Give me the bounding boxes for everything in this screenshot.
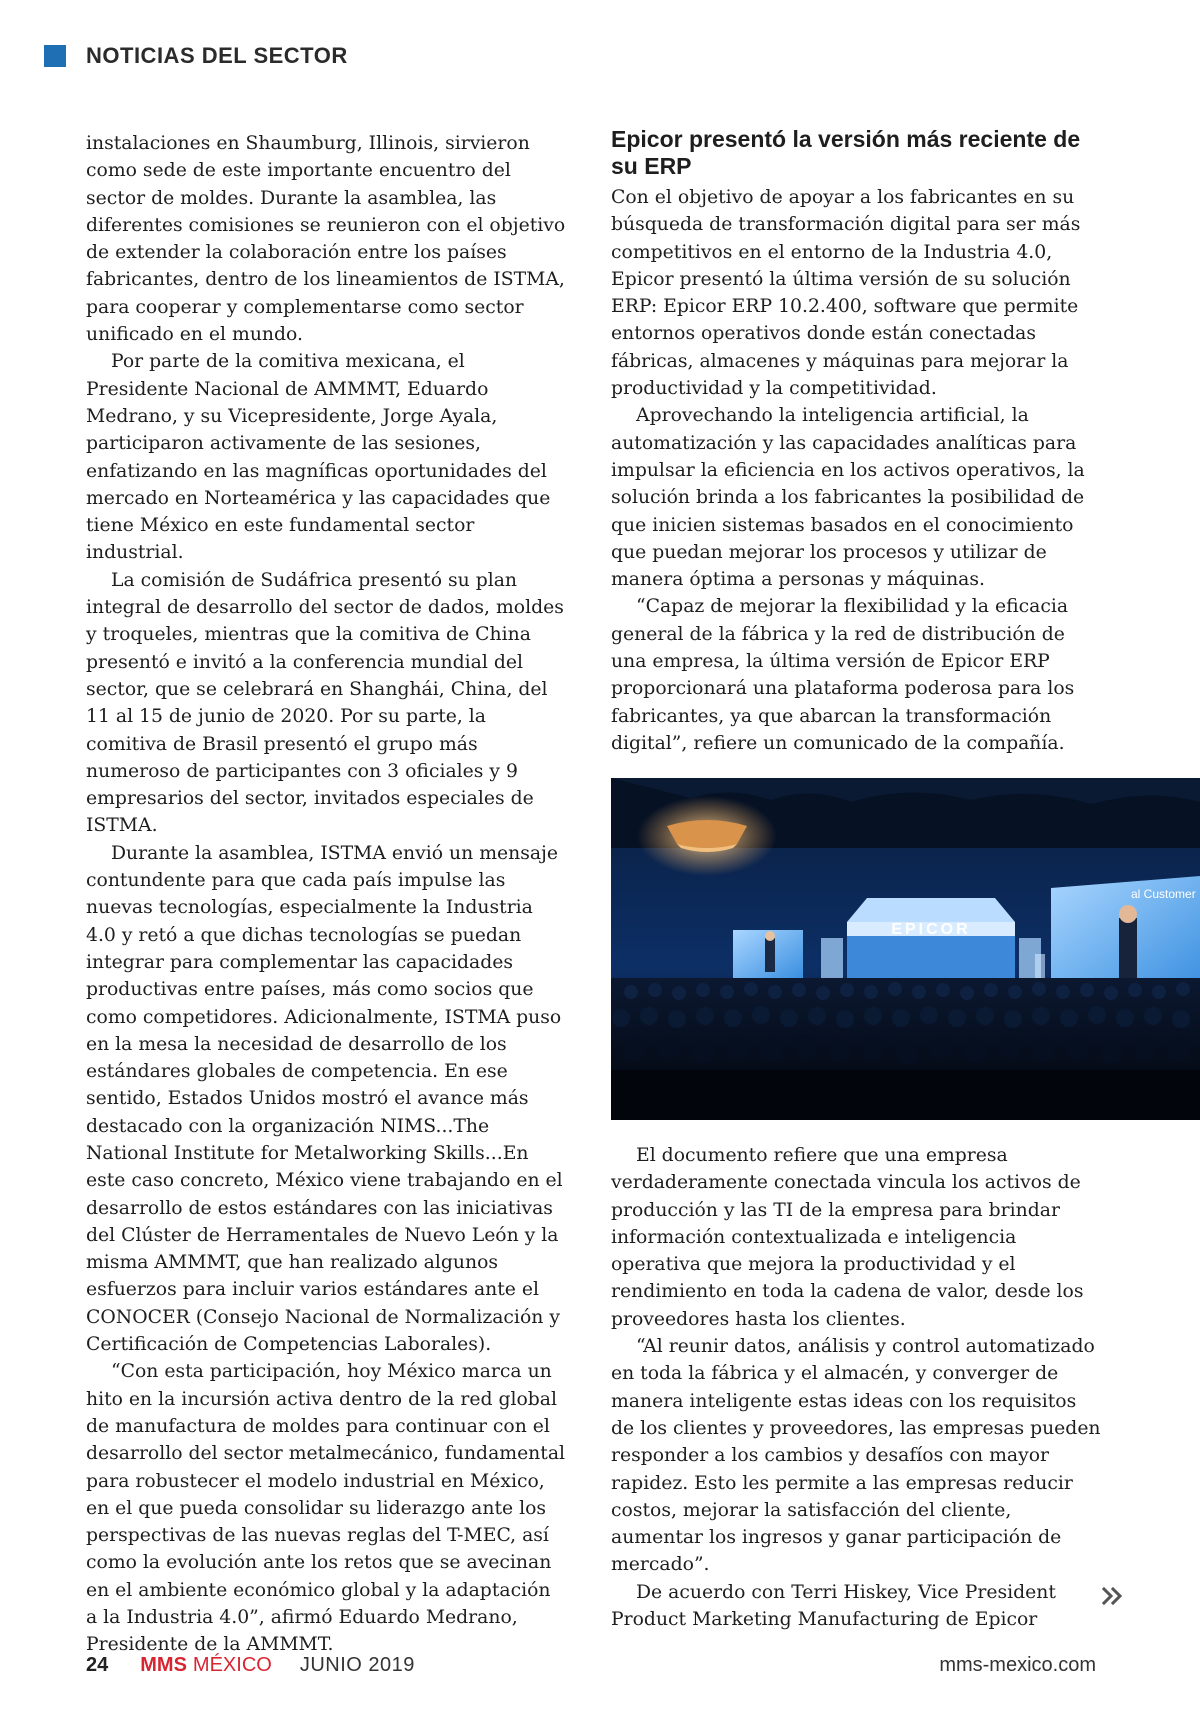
article-headline: Epicor presentó la versión más reciente de su ERP — [611, 126, 1081, 179]
left-paragraph-5: “Con esta participación, hoy México marca un hito en la incursión activa dentro de la red global de manufactura de moldes para continuar con el desarrollo del sector metalmecánico, fundamental para robustecer el modelo industrial en México, en el que pueda consolidar su liderazgo ante los perspectivas de las nuevas reglas del T-MEC, así como la evolución ante los retos que se avecinan en el ambiente económico global y la adaptación a la Industria 4.0”, afirmó Eduardo Medrano, Presidente de la AMMMT. — [86, 1361, 566, 1656]
right-paragraph-3: “Capaz de mejorar la flexibilidad y la eficacia general de la fábrica y la red de distribución de una empresa, la última versión de Epicor ERP proporcionará una plataforma poderosa para los fabricantes, ya que abarcan la transformación digital”, refiere un comunicado de la compañía. — [611, 596, 1075, 754]
magazine-brand: MMS — [140, 1653, 187, 1676]
magazine-edition: MÉXICO — [192, 1653, 272, 1676]
double-chevron-right-icon — [1100, 1583, 1126, 1609]
left-paragraph-4: Durante la asamblea, ISTMA envió un mensaje contundente para que cada país impulse las nuevas tecnologías, especialmente la Industria 4.0 y retó a que dichas tecnologías se puedan integrar para complementar las capacidades productivas entre países, más como socios que como competidores. Adicionalmente, ISTMA puso en la mesa la necesidad de desarrollo de los estándares globales de competencia. En ese sentido, Estados Unidos mostró el avance más destacado con la organización NIMS...The National Institute for Metalworking Skills...En este caso concreto, México viene trabajando en el desarrollo de estos estándares con las iniciativas del Clúster de Herramentales de Nuevo León y la misma AMMMT, que han realizado algunos esfuerzos para incluir varios estándares ante el CONOCER (Consejo Nacional de Normalización y Certificación de Competencias Laborales). — [86, 842, 563, 1356]
left-column — [86, 130, 566, 1659]
section-title: NOTICIAS DEL SECTOR — [86, 43, 348, 68]
right-paragraph-1: Con el objetivo de apoyar a los fabricantes en su búsqueda de transformación digital para ser más competitivos en el entorno de la Industria 4.0, Epicor presentó la última versión de su solución ERP: Epicor ERP 10.2.400, software que permite entornos operativos donde están conectadas fábricas, almacenes y máquinas para mejorar la productividad y la competitividad. — [611, 187, 1081, 400]
right-paragraph-6: De acuerdo con Terri Hiskey, Vice President Product Marketing Manufacturing de Epicor — [611, 1581, 1056, 1631]
conference-photo-illustration — [611, 778, 1200, 1120]
right-column-top — [611, 184, 1101, 757]
side-screen-text: al Customer — [1131, 887, 1196, 901]
right-paragraph-4: El documento refiere que una empresa verdaderamente conectada vincula los activos de producción y las TI de la empresa para brindar información contextualizada e inteligencia operativa que mejora la productividad y el rendimiento en toda la cadena de valor, desde los proveedores hasta los clientes. — [611, 1145, 1084, 1330]
left-paragraph-3: La comisión de Sudáfrica presentó su plan integral de desarrollo del sector de dados, moldes y troqueles, mientras que la comitiva de China presentó e invitó a la conferencia mundial del sector, que se celebrará en Shanghái, China, del 11 al 15 de junio de 2020. Por su parte, la comitiva de Brasil presentó el grupo más numeroso de participantes con 3 oficiales y 9 empresarios del sector, invitados especiales de ISTMA. — [86, 569, 564, 837]
right-paragraph-5: “Al reunir datos, análisis y control automatizado en toda la fábrica y el almacén, y converger de manera inteligente estas ideas con los requisitos de los clientes y proveedores, las empresas pueden responder a los cambios y desafíos con mayor rapidez. Esto les permite a las empresas reducir costos, mejorar la satisfacción del cliente, aumentar los ingresos y ganar participación de mercado”. — [611, 1336, 1101, 1576]
page-footer — [86, 1650, 1096, 1680]
website-url: mms-mexico.com — [939, 1653, 1096, 1676]
left-paragraph-1: instalaciones en Shaumburg, Illinois, sirvieron como sede de este importante encuentro del sector de moldes. Durante la asamblea, las diferentes comisiones se reunieron con el objetivo de extender la colaboración entre los países fabricantes, dentro de los lineamientos de ISTMA, para cooperar y complementarse como sector unificado en el mundo. — [86, 133, 566, 346]
section-header — [44, 40, 348, 72]
right-paragraph-2: Aprovechando la inteligencia artificial, la automatización y las capacidades analíticas para impulsar la eficiencia en los activos operativos, la solución brinda a los fabricantes la posibilidad de que inicien sistemas basados en el conocimiento que puedan mejorar los procesos y utilizar de manera óptima a personas y máquinas. — [611, 405, 1085, 591]
section-marker-square — [44, 45, 66, 67]
stage-screen-text: EPICOR — [891, 921, 971, 938]
issue-date: JUNIO 2019 — [299, 1653, 415, 1676]
right-column-bottom — [611, 1142, 1101, 1633]
page-number: 24 — [86, 1653, 109, 1676]
conference-photo — [611, 778, 1200, 1120]
left-paragraph-2: Por parte de la comitiva mexicana, el Presidente Nacional de AMMMT, Eduardo Medrano, y su Vicepresidente, Jorge Ayala, participaron activamente de las sesiones, enfatizando en las magníficas oportunidades del mercado en Norteamérica y las capacidades que tiene México en este fundamental sector industrial. — [86, 351, 551, 564]
